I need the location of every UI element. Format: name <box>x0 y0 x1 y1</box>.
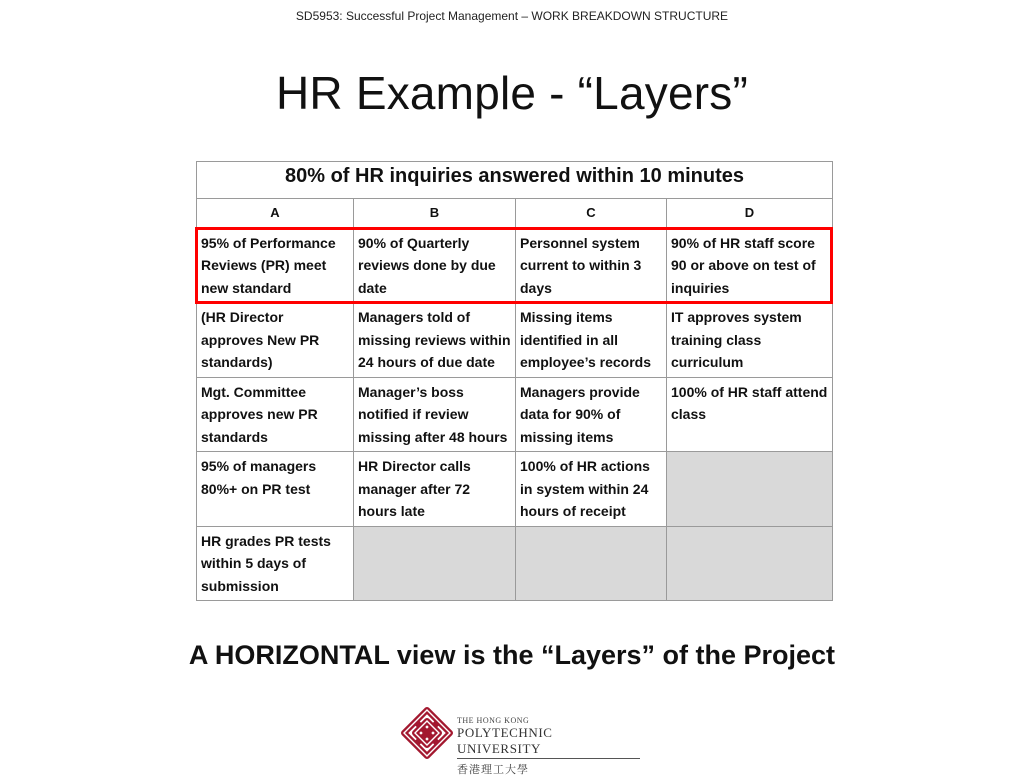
polyu-knot-icon <box>400 706 454 760</box>
table-cell: HR Director calls manager after 72 hours late <box>354 452 516 527</box>
table-cell-empty <box>516 526 667 601</box>
table-row-highlighted <box>197 228 833 303</box>
column-header-d: D <box>667 199 833 229</box>
table-row <box>197 526 833 601</box>
table-title: 80% of HR inquiries answered within 10 minutes <box>197 162 833 199</box>
table-row <box>197 377 833 452</box>
table-cell: Managers told of missing reviews within 24 hours of due date <box>354 303 516 378</box>
table-title-row <box>197 162 833 199</box>
university-logo <box>400 706 640 776</box>
table-cell: (HR Director approves New PR standards) <box>197 303 354 378</box>
table-cell-empty <box>667 526 833 601</box>
column-header-a: A <box>197 199 354 229</box>
table-cell: 100% of HR staff attend class <box>667 377 833 452</box>
table-cell: Personnel system current to within 3 days <box>516 228 667 303</box>
table-cell: 95% of managers 80%+ on PR test <box>197 452 354 527</box>
table-cell: 100% of HR actions in system within 24 hours of receipt <box>516 452 667 527</box>
column-header-c: C <box>516 199 667 229</box>
table-cell: 90% of HR staff score 90 or above on test of inquiries <box>667 228 833 303</box>
table-cell: Managers provide data for 90% of missing items <box>516 377 667 452</box>
slide-title: HR Example - “Layers” <box>276 67 748 119</box>
table-cell-empty <box>354 526 516 601</box>
logo-line-3: 香港理工大學 <box>457 764 529 776</box>
table-row <box>197 303 833 378</box>
column-header-b: B <box>354 199 516 229</box>
table-cell: HR grades PR tests within 5 days of submission <box>197 526 354 601</box>
table-cell: Manager’s boss notified if review missing after 48 hours <box>354 377 516 452</box>
slide-header: SD5953: Successful Project Management – WORK BREAKDOWN STRUCTURE <box>295 9 729 23</box>
logo-line-1: THE HONG KONG <box>457 716 530 725</box>
table-cell: Missing items identified in all employee’s records <box>516 303 667 378</box>
wbs-table-container <box>196 161 832 601</box>
table-cell-empty <box>667 452 833 527</box>
table-cell: IT approves system training class curriculum <box>667 303 833 378</box>
column-header-row <box>197 199 833 229</box>
logo-line-2: POLYTECHNIC UNIVERSITY <box>457 725 640 759</box>
table-cell: Mgt. Committee approves new PR standards <box>197 377 354 452</box>
slide-caption: A HORIZONTAL view is the “Layers” of the Project <box>188 640 836 670</box>
wbs-table <box>196 161 833 601</box>
table-row <box>197 452 833 527</box>
table-cell: 90% of Quarterly reviews done by due date <box>354 228 516 303</box>
table-cell: 95% of Performance Reviews (PR) meet new standard <box>197 228 354 303</box>
